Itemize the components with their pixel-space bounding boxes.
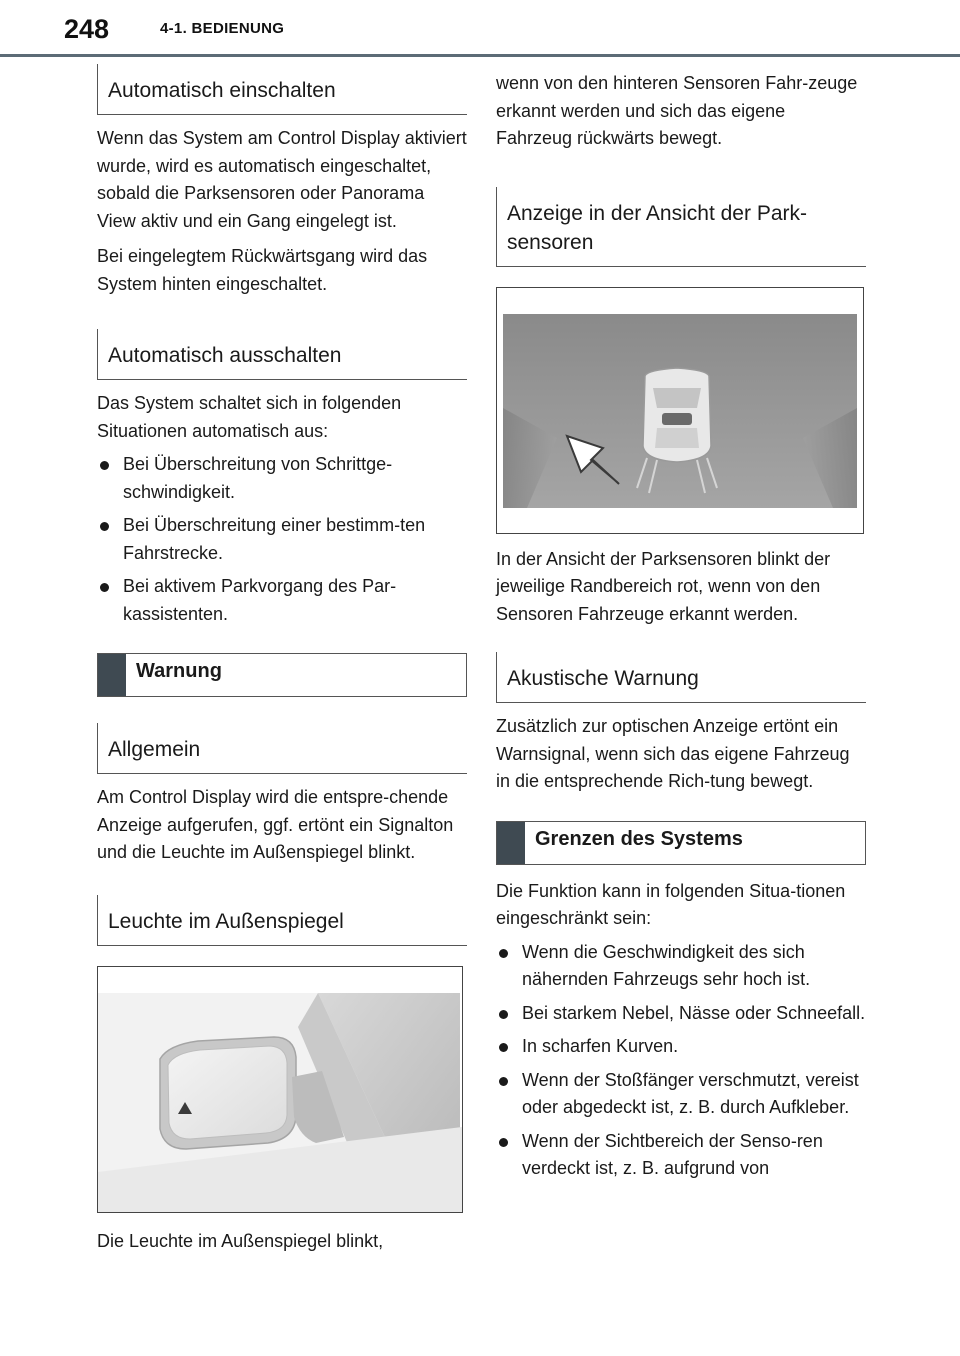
bullet-icon (499, 1077, 508, 1086)
paragraph-automatic-off: Das System schaltet sich in folgenden Situationen automatisch aus: (97, 393, 402, 441)
paragraph-automatic-on: Wenn das System am Control Display aktiviert wurde, wird es automatisch eingeschaltet, sobald die Parksensoren oder Panorama View aktiv und ein Gang eingelegt ist. (97, 128, 467, 231)
left-column (97, 64, 467, 1255)
list-item: In scharfen Kurven. (496, 1033, 866, 1061)
section-title-mirror-light: Leuchte im Außenspiegel (97, 895, 467, 946)
warning-box (97, 653, 467, 697)
list-item: Wenn die Geschwindigkeit des sich nähernden Fahrzeugs sehr hoch ist. (496, 939, 866, 994)
paragraph-system-limits: Die Funktion kann in folgenden Situa-tionen eingeschränkt sein: (496, 880, 846, 928)
system-limits-box (496, 821, 866, 865)
park-sensor-view-illustration (496, 287, 864, 534)
section-title-general: Allgemein (97, 723, 467, 774)
list-item: Bei aktivem Parkvorgang des Par-kassistenten. (97, 573, 467, 628)
bullet-icon (100, 461, 109, 470)
list-item: Bei Überschreitung von Schrittge-schwindigkeit. (97, 451, 467, 506)
paragraph-general: Am Control Display wird die entspre-chende Anzeige aufgerufen, ggf. ertönt ein Signalton und die Leuchte im Außenspiegel blinkt. (97, 787, 454, 862)
bullet-icon (100, 522, 109, 531)
bullet-icon (499, 949, 508, 958)
bullet-icon (499, 1010, 508, 1019)
system-limits-label: Grenzen des Systems (535, 827, 743, 850)
header-rule (0, 54, 960, 57)
paragraph-park-sensor-view: In der Ansicht der Parksensoren blinkt der jeweilige Randbereich rot, wenn von den Sensoren Fahrzeuge erkannt werden. (496, 548, 831, 624)
mirror-illustration-svg (98, 967, 462, 1212)
list-item: Bei starkem Nebel, Nässe oder Schneefall. (496, 1000, 866, 1028)
paragraph-rear-sensors: wenn von den hinteren Sensoren Fahr-zeuge erkannt werden und sich das eigene Fahrzeug rückwärts bewegt. (496, 73, 858, 148)
list-item: Bei Überschreitung einer bestimm-ten Fahrstrecke. (97, 512, 467, 567)
system-limits-bar (497, 822, 525, 864)
page-header (0, 0, 960, 58)
list-item: Wenn der Sichtbereich der Senso-ren verdeckt ist, z. B. aufgrund von (496, 1128, 866, 1183)
page-number: 248 (64, 14, 110, 44)
bullet-icon (100, 583, 109, 592)
chapter-title: 4-1. BEDIENUNG (160, 20, 285, 37)
paragraph-mirror-light: Die Leuchte im Außenspiegel blinkt, (97, 1230, 384, 1251)
paragraph-acoustic-warning: Zusätzlich zur optischen Anzeige ertönt ein Warnsignal, wenn sich das eigene Fahrzeug in die entsprechende Rich-tung bewegt. (496, 716, 850, 791)
list-item: Wenn der Stoßfänger verschmutzt, vereist oder abgedeckt ist, z. B. durch Aufkleber. (496, 1067, 866, 1122)
bullet-icon (499, 1138, 508, 1147)
section-title-park-sensor-view: Anzeige in der Ansicht der Park-sensoren (496, 187, 866, 267)
right-column (496, 64, 866, 1189)
warning-label: Warnung (136, 660, 222, 682)
mirror-illustration (97, 966, 463, 1213)
bullet-icon (499, 1043, 508, 1052)
warning-bar (98, 654, 126, 696)
section-title-acoustic-warning: Akustische Warnung (496, 652, 866, 703)
system-limits-list (496, 939, 866, 1183)
paragraph-reverse-gear: Bei eingelegtem Rückwärtsgang wird das System hinten eingeschaltet. (97, 246, 428, 294)
section-title-automatic-on: Automatisch einschalten (97, 64, 467, 115)
automatic-off-list (97, 451, 467, 628)
section-title-automatic-off: Automatisch ausschalten (97, 329, 467, 380)
park-sensor-view-svg (497, 288, 863, 533)
